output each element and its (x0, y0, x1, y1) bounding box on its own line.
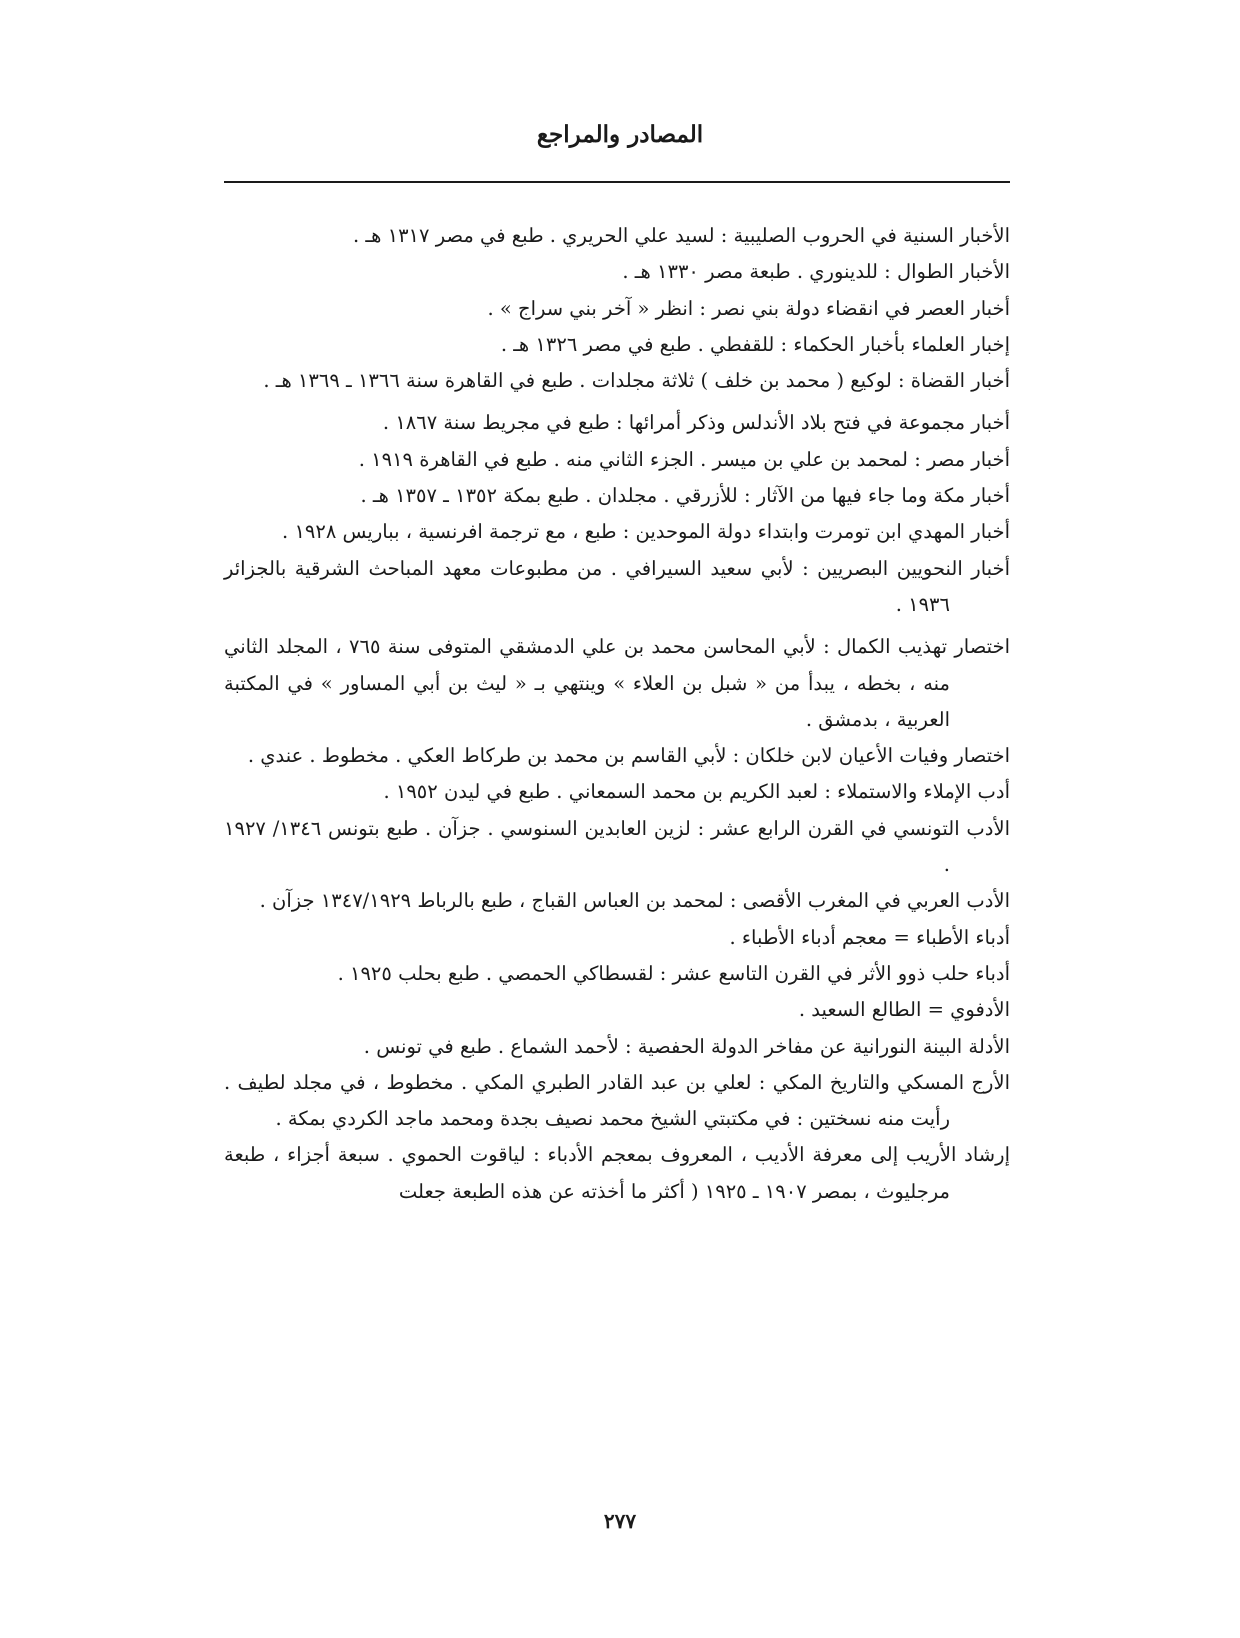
bibliography-entry: أخبار النحويين البصريين : لأبي سعيد السيرافي . من مطبوعات معهد المباحث الشرقية بالجزائر ١٩٣٦ . (224, 556, 1010, 616)
bibliography-entry: الأدب العربي في المغرب الأقصى : لمحمد بن العباس القباج ، طبع بالرباط ١٣٤٧/١٩٢٩ جزآن . (259, 889, 1010, 913)
bibliography-entry: الأرج المسكي والتاريخ المكي : لعلي بن عبد القادر الطبري المكي . مخطوط ، في مجلد لطيف . رأيت منه نسختين : في مكتبتي الشيخ محمد نصيف بجدة ومحمد ماجد الكردي بمكة . (224, 1070, 1010, 1131)
bibliography-entry: إخبار العلماء بأخبار الحكماء : للقفطي . طبع في مصر ١٣٢٦ هـ . (500, 332, 1010, 356)
bibliography-entry: أخبار مصر : لمحمد بن علي بن ميسر . الجزء الثاني منه . طبع في القاهرة ١٩١٩ . (358, 447, 1010, 471)
bibliography-entry: أخبار المهدي ابن تومرت وابتداء دولة الموحدين : طبع ، مع ترجمة افرنسية ، بباريس ١٩٢٨ . (282, 520, 1010, 544)
bibliography-entry: إرشاد الأريب إلى معرفة الأديب ، المعروف بمعجم الأدباء : لياقوت الحموي . سبعة أجزاء ، طبعة مرجليوث ، بمصر ١٩٠٧ ـ ١٩٢٥ ( أكثر ما أخذته عن هذه الطبعة جعلت (224, 1143, 1010, 1203)
bibliography-entry: الأخبار الطوال : للدينوري . طبعة مصر ١٣٣٠ هـ . (622, 260, 1010, 284)
page-number: ٢٧٧ (603, 1509, 637, 1533)
bibliography-entry: أدباء حلب ذوو الأثر في القرن التاسع عشر : لقسطاكي الحمصي . طبع بحلب ١٩٢٥ . (337, 961, 1010, 985)
bibliography-entry: الأدب التونسي في القرن الرابع عشر : لزين العابدين السنوسي . جزآن . طبع بتونس ١٣٤٦/ ١٩٢٧ . (224, 816, 1010, 877)
bibliography-entry: أخبار العصر في انقضاء دولة بني نصر : انظر « آخر بني سراج » . (487, 296, 1010, 320)
bibliography-entry: اختصار وفيات الأعيان لابن خلكان : لأبي القاسم بن محمد بن طركاط العكي . مخطوط . عندي . (247, 744, 1010, 768)
header-rule (224, 181, 1010, 183)
bibliography-list (224, 218, 1010, 1210)
bibliography-entry: أخبار مكة وما جاء فيها من الآثار : للأزرقي . مجلدان . طبع بمكة ١٣٥٢ ـ ١٣٥٧ هـ . (360, 484, 1010, 508)
bibliography-entry: الأخبار السنية في الحروب الصليبية : لسيد علي الحريري . طبع في مصر ١٣١٧ هـ . (353, 224, 1010, 247)
bibliography-entry: اختصار تهذيب الكمال : لأبي المحاسن محمد بن علي الدمشقي المتوفى سنة ٧٦٥ ، المجلد الثاني منه ، بخطه ، يبدأ من « شبل بن العلاء » وينتهي بـ « ليث بن أبي المساور » في المكتبة العربية ، بدمشق . (224, 635, 1010, 731)
bibliography-entry: الأدلة البينة النورانية عن مفاخر الدولة الحفصية : لأحمد الشماع . طبع في تونس . (363, 1034, 1010, 1058)
running-header-title: المصادر والمراجع (536, 121, 704, 148)
bibliography-entry: الأدفوي = الطالع السعيد . (798, 998, 1010, 1022)
bibliography-entry: أخبار القضاة : لوكيع ( محمد بن خلف ) ثلاثة مجلدات . طبع في القاهرة سنة ١٣٦٦ ـ ١٣٦٩ هـ . (263, 369, 1010, 393)
bibliography-entry: أخبار مجموعة في فتح بلاد الأندلس وذكر أمرائها : طبع في مجريط سنة ١٨٦٧ . (382, 411, 1010, 435)
bibliography-entry: أدب الإملاء والاستملاء : لعبد الكريم بن محمد السمعاني . طبع في ليدن ١٩٥٢ . (383, 780, 1010, 804)
bibliography-entry: أدباء الأطباء = معجم أدباء الأطباء . (729, 925, 1010, 949)
